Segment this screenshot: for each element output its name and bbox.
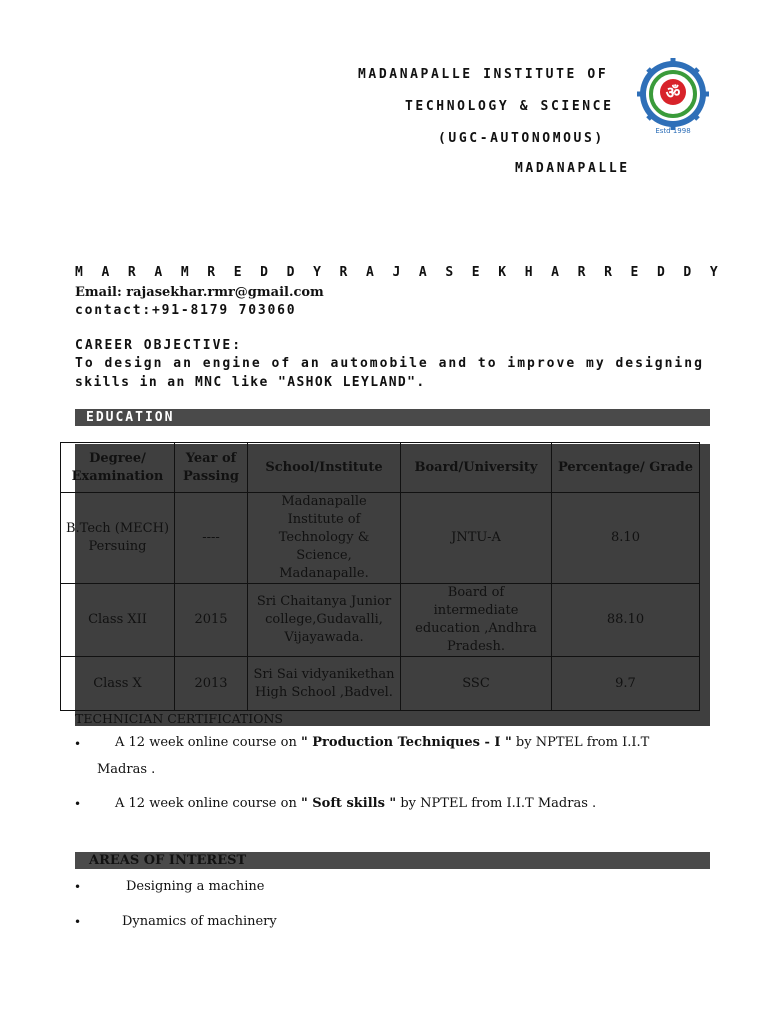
cell-school: Sri Sai vidyanikethan High School ,Badvel. (248, 657, 401, 711)
cell-degree: B.Tech (MECH) Persuing (61, 493, 175, 584)
table-row (61, 657, 700, 711)
interest-item: Designing a machine (126, 879, 265, 894)
bullet-icon: • (74, 737, 82, 751)
cell-grade: 8.10 (552, 493, 700, 584)
institute-name-line2: TECHNOLOGY & SCIENCE (405, 99, 614, 114)
cell-year: ---- (175, 493, 248, 584)
cell-degree: Class X (61, 657, 175, 711)
education-section-header (75, 409, 710, 426)
cell-board: Board of intermediate education ,Andhra Pradesh. (401, 584, 552, 657)
education-title: EDUCATION (86, 410, 175, 425)
certification-item-1-cont: Madras . (97, 762, 156, 777)
career-objective-line2: skills in an MNC like "ASHOK LEYLAND". (75, 375, 426, 390)
header-board: Board/University (401, 443, 552, 493)
header-degree: Degree/ Examination (61, 443, 175, 493)
header-grade: Percentage/ Grade (552, 443, 700, 493)
certification-item-1: A 12 week online course on " Production Techniques - I " by NPTEL from I.I.T (115, 735, 650, 750)
certifications-title: TECHNICIAN CERTIFICATIONS (75, 711, 283, 726)
cell-grade: 88.10 (552, 584, 700, 657)
svg-text:ॐ: ॐ (665, 83, 681, 102)
cell-grade: 9.7 (552, 657, 700, 711)
svg-text:Estd 1998: Estd 1998 (655, 127, 691, 135)
career-objective-title: CAREER OBJECTIVE: (75, 338, 243, 353)
interests-title: AREAS OF INTEREST (89, 853, 247, 868)
candidate-name: M A R A M R E D D Y R A J A S E K H A R R E D D Y (75, 265, 724, 280)
institute-city: MADANAPALLE (515, 161, 630, 176)
cell-school: Madanapalle Institute of Technology & Science, Madanapalle. (248, 493, 401, 584)
institute-name-line1: MADANAPALLE INSTITUTE OF (358, 67, 609, 82)
institute-status: (UGC-AUTONOMOUS) (438, 131, 605, 146)
cell-year: 2015 (175, 584, 248, 657)
cell-school: Sri Chaitanya Junior college,Gudavalli, Vijayawada. (248, 584, 401, 657)
career-objective-line1: To design an engine of an automobile and to improve my designing (75, 356, 704, 371)
bullet-icon: • (74, 915, 82, 929)
course-name: " Production Techniques - I " (300, 735, 512, 750)
table-header-row (61, 443, 700, 493)
header-year: Year of Passing (175, 443, 248, 493)
header-school: School/Institute (248, 443, 401, 493)
candidate-email[interactable]: Email: rajasekhar.rmr@gmail.com (75, 285, 324, 300)
interest-item: Dynamics of machinery (122, 914, 277, 929)
interests-section-header (75, 852, 710, 869)
certification-item-2: A 12 week online course on " Soft skills " by NPTEL from I.I.T Madras . (115, 796, 597, 811)
bullet-icon: • (74, 880, 82, 894)
table-row (61, 584, 700, 657)
cell-board: SSC (401, 657, 552, 711)
institute-logo (637, 58, 709, 136)
education-table (60, 442, 700, 711)
course-name: " Soft skills " (300, 796, 397, 811)
cell-degree: Class XII (61, 584, 175, 657)
table-row (61, 493, 700, 584)
bullet-icon: • (74, 797, 82, 811)
cell-year: 2013 (175, 657, 248, 711)
candidate-contact: contact:+91-8179 703060 (75, 303, 297, 318)
cell-board: JNTU-A (401, 493, 552, 584)
